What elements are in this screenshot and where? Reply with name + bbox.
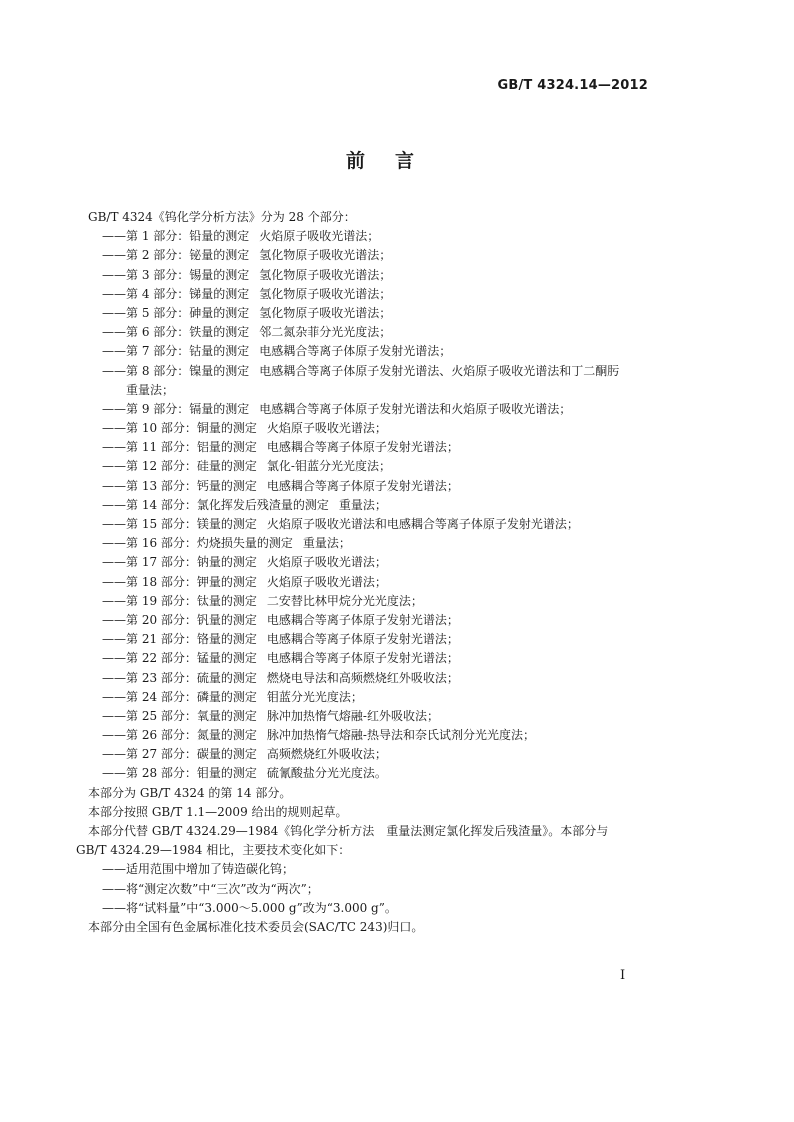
part-item bbox=[88, 304, 698, 323]
part-label: ——第 14 部分：氯化挥发后残渣量的测定 bbox=[102, 497, 329, 512]
part-method: 燃烧电导法和高频燃烧红外吸收法； bbox=[266, 670, 459, 685]
part-label: ——第 20 部分：钒量的测定 bbox=[102, 612, 257, 627]
part-label: ——第 18 部分：钾量的测定 bbox=[102, 574, 257, 589]
part-label: ——第 23 部分：硫量的测定 bbox=[102, 670, 257, 685]
part-method: 电感耦合等离子体原子发射光谱法； bbox=[266, 440, 459, 455]
change-item: ——将“试料量”中“3.000～5.000 g”改为“3.000 g”。 bbox=[102, 900, 397, 915]
part-label: ——第 24 部分：磷量的测定 bbox=[102, 689, 257, 704]
change-item: ——适用范围中增加了铸造碳化钨； bbox=[102, 862, 295, 877]
part-method: 脉冲加热惰气熔融-红外吸收法； bbox=[266, 708, 439, 723]
part-label: ——第 9 部分：镉量的测定 bbox=[102, 401, 250, 416]
part-item bbox=[88, 438, 698, 457]
part-method: 电感耦合等离子体原子发射光谱法； bbox=[266, 651, 459, 666]
part-item bbox=[88, 400, 698, 419]
part-label: ——第 10 部分：铜量的测定 bbox=[102, 421, 257, 436]
part-label: ——第 17 部分：钠量的测定 bbox=[102, 555, 257, 570]
part-method: 重量法； bbox=[338, 497, 387, 512]
part-method: 火焰原子吸收光谱法； bbox=[266, 421, 387, 436]
part-item bbox=[88, 362, 698, 381]
page-title: 前言 bbox=[345, 150, 444, 172]
part-item bbox=[88, 669, 698, 688]
paragraph-drafting-rules: 本部分按照 GB/T 1.1—2009 给出的规则起草。 bbox=[88, 804, 348, 819]
part-label: ——第 4 部分：锑量的测定 bbox=[102, 286, 250, 301]
part-label: ——第 28 部分：钼量的测定 bbox=[102, 766, 257, 781]
part-item bbox=[88, 649, 698, 668]
part-method: 电感耦合等离子体原子发射光谱法； bbox=[266, 632, 459, 647]
part-method: 钼蓝分光光度法； bbox=[266, 689, 363, 704]
part-item bbox=[88, 630, 698, 649]
part-method: 电感耦合等离子体原子发射光谱法； bbox=[266, 478, 459, 493]
part-method: 氢化物原子吸收光谱法； bbox=[259, 305, 392, 320]
part-label: ——第 5 部分：砷量的测定 bbox=[102, 305, 250, 320]
part-method: 电感耦合等离子体原子发射光谱法； bbox=[266, 612, 459, 627]
part-method: 二安替比林甲烷分光光度法； bbox=[266, 593, 423, 608]
part-method: 邻二氮杂菲分光光度法； bbox=[259, 325, 392, 340]
part-method: 氢化物原子吸收光谱法； bbox=[259, 248, 392, 263]
part-label: ——第 22 部分：锰量的测定 bbox=[102, 651, 257, 666]
paragraph-replaces-cont: GB/T 4324.29—1984 相比，主要技术变化如下： bbox=[76, 843, 351, 858]
part-label: ——第 26 部分：氮量的测定 bbox=[102, 728, 257, 743]
part-item bbox=[88, 745, 698, 764]
paragraph-part-number: 本部分为 GB/T 4324 的第 14 部分。 bbox=[88, 785, 292, 800]
part-item bbox=[88, 323, 698, 342]
part-item bbox=[88, 266, 698, 285]
part-method: 氢化物原子吸收光谱法； bbox=[259, 267, 392, 282]
part-label: ——第 7 部分：钴量的测定 bbox=[102, 344, 250, 359]
part-label: ——第 3 部分：锡量的测定 bbox=[102, 267, 250, 282]
part-method: 脉冲加热惰气熔融-热导法和奈氏试剂分光光度法； bbox=[266, 728, 535, 743]
page-number: I bbox=[620, 968, 626, 983]
part-item bbox=[88, 477, 698, 496]
part-item bbox=[88, 342, 698, 361]
part-item bbox=[88, 515, 698, 534]
part-method: 重量法； bbox=[302, 536, 351, 551]
part-item-continuation bbox=[88, 381, 698, 400]
part-method: 重量法； bbox=[126, 382, 175, 397]
part-item bbox=[88, 688, 698, 707]
part-item bbox=[88, 419, 698, 438]
part-item bbox=[88, 707, 698, 726]
paragraph-responsible-body: 本部分由全国有色金属标准化技术委员会(SAC/TC 243)归口。 bbox=[88, 919, 424, 934]
part-label: ——第 27 部分：碳量的测定 bbox=[102, 747, 257, 762]
part-label: ——第 2 部分：铋量的测定 bbox=[102, 248, 250, 263]
part-method: 火焰原子吸收光谱法； bbox=[266, 555, 387, 570]
part-label: ——第 8 部分：镍量的测定 bbox=[102, 363, 250, 378]
part-item bbox=[88, 496, 698, 515]
change-item: ——将“测定次数”中“三次”改为“两次”； bbox=[102, 881, 319, 896]
part-method: 火焰原子吸收光谱法； bbox=[259, 229, 380, 244]
part-method: 氯化-钼蓝分光光度法； bbox=[266, 459, 391, 474]
part-label: ——第 21 部分：铬量的测定 bbox=[102, 632, 257, 647]
part-item bbox=[88, 726, 698, 745]
part-item bbox=[88, 457, 698, 476]
part-item bbox=[88, 764, 698, 783]
part-method: 火焰原子吸收光谱法和电感耦合等离子体原子发射光谱法； bbox=[266, 517, 579, 531]
part-method: 硫氰酸盐分光光度法。 bbox=[266, 766, 387, 781]
part-label: ——第 15 部分：镁量的测定 bbox=[102, 517, 257, 531]
part-label: ——第 25 部分：氧量的测定 bbox=[102, 708, 257, 723]
part-label: ——第 6 部分：铁量的测定 bbox=[102, 325, 250, 340]
part-item bbox=[88, 246, 698, 265]
part-item bbox=[88, 534, 698, 553]
part-label: ——第 1 部分：铅量的测定 bbox=[102, 229, 250, 244]
part-method: 电感耦合等离子体原子发射光谱法和火焰原子吸收光谱法； bbox=[259, 401, 572, 416]
part-label: ——第 13 部分：钙量的测定 bbox=[102, 478, 257, 493]
part-method: 火焰原子吸收光谱法； bbox=[266, 574, 387, 589]
part-label: ——第 11 部分：铝量的测定 bbox=[102, 440, 257, 455]
part-item bbox=[88, 592, 698, 611]
intro-paragraph: GB/T 4324《钨化学分析方法》分为 28 个部分： bbox=[88, 210, 356, 224]
part-item bbox=[88, 227, 698, 246]
part-label: ——第 12 部分：硅量的测定 bbox=[102, 459, 257, 474]
part-method: 电感耦合等离子体原子发射光谱法、火焰原子吸收光谱法和丁二酮肟 bbox=[259, 363, 620, 378]
part-method: 高频燃烧红外吸收法； bbox=[266, 747, 387, 762]
part-method: 氢化物原子吸收光谱法； bbox=[259, 286, 392, 301]
part-method: 电感耦合等离子体原子发射光谱法； bbox=[259, 344, 452, 359]
part-label: ——第 16 部分：灼烧损失量的测定 bbox=[102, 536, 293, 551]
part-item bbox=[88, 573, 698, 592]
part-label: ——第 19 部分：钛量的测定 bbox=[102, 593, 257, 608]
standard-code: GB/T 4324.14—2012 bbox=[497, 78, 648, 93]
part-item bbox=[88, 285, 698, 304]
part-item bbox=[88, 553, 698, 572]
paragraph-replaces: 本部分代替 GB/T 4324.29—1984《钨化学分析方法 重量法测定氯化挥发后残渣量》。本部分与 bbox=[88, 824, 609, 838]
part-item bbox=[88, 611, 698, 630]
document-body bbox=[76, 208, 698, 937]
